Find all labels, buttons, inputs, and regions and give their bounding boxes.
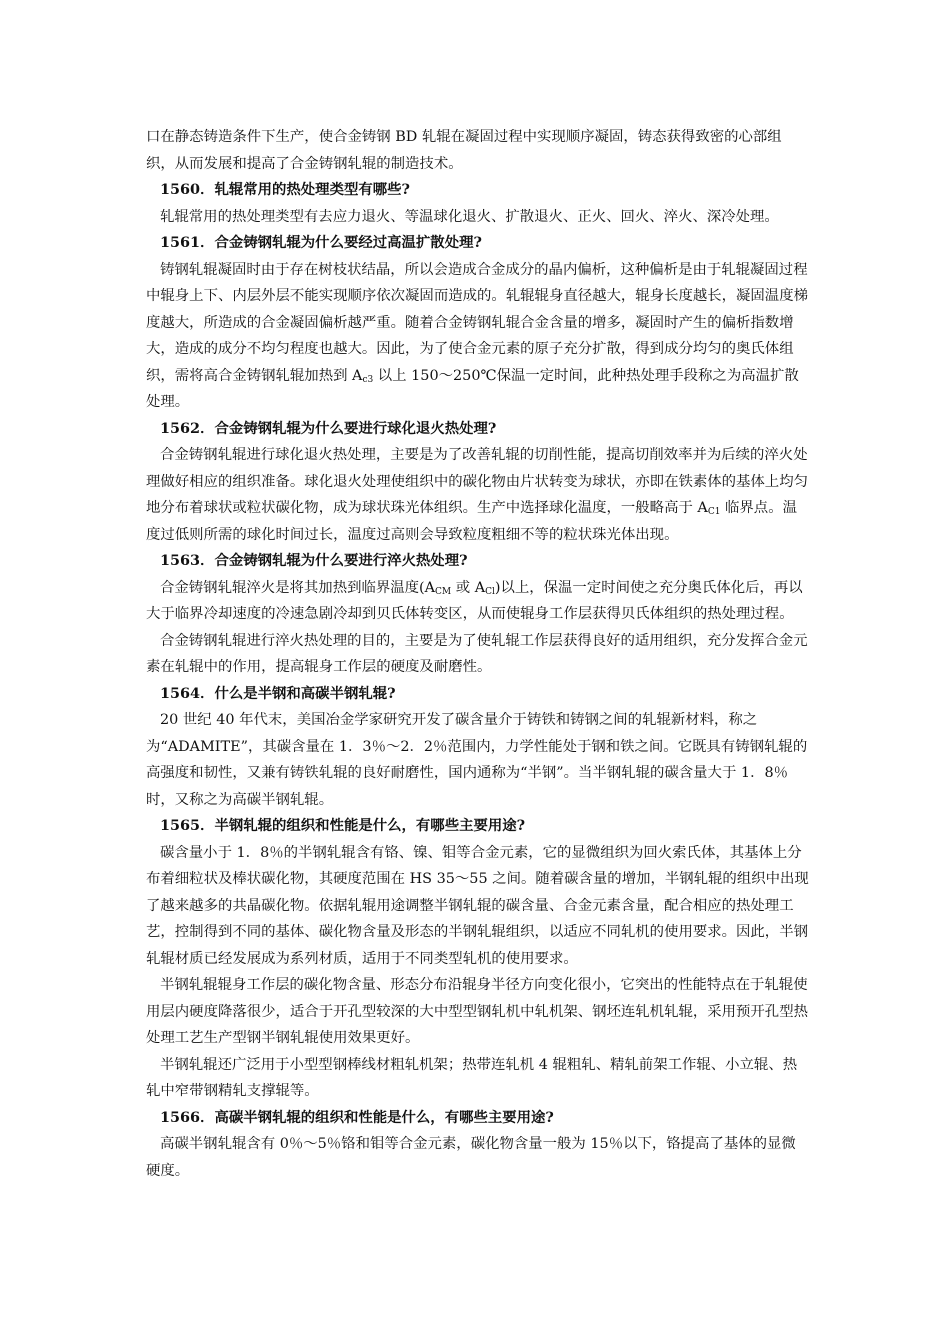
paragraph: 铸钢轧辊凝固时由于存在树枝状结晶，所以会造成合金成分的晶内偏析，这种偏析是由于轧辊凝固过程中辊身上下、内层外层不能实现顺序依次凝固而造成的。轧辊辊身直径越大，辊身长度越长，凝固温度梯度越大，所造成的合金凝固偏析越严重。随着合金铸钢轧辊合金含量的增多，凝固时产生的偏析指数增大，造成的成分不均匀程度也越大。因此，为了使合金元素的原子充分扩散，得到成分均匀的奥氏体组织，需将高合金铸钢轧辊加热到 $A_{c3}$ 以上 150～250℃保温一定时间，此种热处理手段称之为高温扩散处理。 (146, 261, 808, 410)
paragraph: 半钢轧辊还广泛用于小型型钢棒线材粗轧机架；热带连轧机 4 辊粗轧、精轧前架工作辊、小立辊、热轧中窄带钢精轧支撑辊等。 (146, 1056, 798, 1099)
question-heading-1566: 1566．高碳半钢轧辊的组织和性能是什么，有哪些主要用途? (160, 1108, 554, 1126)
document-page (146, 124, 810, 1184)
question-heading-1560: 1560．轧辊常用的热处理类型有哪些? (160, 181, 410, 198)
question-heading-1562: 1562．合金铸钢轧辊为什么要进行球化退火热处理? (160, 419, 497, 437)
paragraph: 轧辊常用的热处理类型有去应力退火、等温球化退火、扩散退火、正火、回火、淬火、深冷处理。 (160, 208, 779, 225)
question-heading-1565: 1565．半钢轧辊的组织和性能是什么，有哪些主要用途? (160, 817, 526, 834)
question-heading-1564: 1564．什么是半钢和高碳半钢轧辊? (160, 684, 396, 702)
paragraph: 半钢轧辊辊身工作层的碳化物含量、形态分布沿辊身半径方向变化很小，它突出的性能特点在于轧辊使用层内硬度降落很少，适合于开孔型较深的大中型型钢轧机中轧机架、钢坯连轧机轧辊，采用预开孔型热处理工艺生产型钢半钢轧辊使用效果更好。 (146, 977, 808, 1046)
paragraph: 高碳半钢轧辊含有 0％～5％铬和钼等合金元素，碳化物含量一般为 15％以下，铬提高了基体的显微硬度。 (146, 1136, 796, 1179)
paragraph: 碳含量小于 1．8％的半钢轧辊含有铬、镍、钼等合金元素，它的显微组织为回火索氏体，其基体上分布着细粒状及棒状碳化物，其硬度范围在 HS 35～55 之间。随着碳含量的增加，半钢轧辊的组织中出现了越来越多的共晶碳化物。依据轧辊用途调整半钢轧辊的碳含量、合金元素含量，配合相应的热处理工艺，控制得到不同的基体、碳化物含量及形态的半钢轧辊组织，以适应不同轧机的使用要求。因此，半钢轧辊材质已经发展成为系列材质，适用于不同类型轧机的使用要求。 (146, 844, 809, 967)
question-heading-1563: 1563．合金铸钢轧辊为什么要进行淬火热处理? (160, 552, 468, 569)
paragraph: 20 世纪 40 年代末，美国冶金学家研究开发了碳含量介于铸铁和铸钢之间的轧辊新材料，称之为“ADAMITE”，其碳含量在 1．3％～2．2％范围内，力学性能处于钢和铁之间。它既具有铸钢轧辊的高强度和韧性，又兼有铸铁轧辊的良好耐磨性，国内通称为“半钢”。当半钢轧辊的碳含量大于 1．8％时，又称之为高碳半钢轧辊。 (146, 712, 808, 808)
paragraph: 合金铸钢轧辊进行球化退火热处理，主要是为了改善轧辊的切削性能，提高切削效率并为后续的淬火处理做好相应的组织准备。球化退火处理使组织中的碳化物由片状转变为球状，亦即在铁素体的基体上均匀地分布着球状或粒状碳化物，成为球状珠光体组织。生产中选择球化温度，一般略高于 $A_{C1}$ 临界点。温度过低则所需的球化时间过长，温度过高则会导致粒度粗细不等的粒状珠光体出现。 (146, 447, 808, 543)
paragraph: 合金铸钢轧辊淬火是将其加热到临界温度($A_{CM}$ 或 $A_{Cl}$)以上，保温一定时间使之充分奥氏体化后，再以大于临界冷却速度的冷速急剧冷却到贝氏体转变区，从而使辊身工作层获得贝氏体组织的热处理过程。 (146, 579, 803, 622)
question-heading-1561: 1561．合金铸钢轧辊为什么要经过高温扩散处理? (160, 234, 482, 251)
paragraph: 口在静态铸造条件下生产，使合金铸钢 BD 轧辊在凝固过程中实现顺序凝固，铸态获得致密的心部组织，从而发展和提高了合金铸钢轧辊的制造技术。 (146, 129, 782, 172)
paragraph: 合金铸钢轧辊进行淬火热处理的目的，主要是为了使轧辊工作层获得良好的适用组织，充分发挥合金元素在轧辊中的作用，提高辊身工作层的硬度及耐磨性。 (146, 632, 808, 675)
